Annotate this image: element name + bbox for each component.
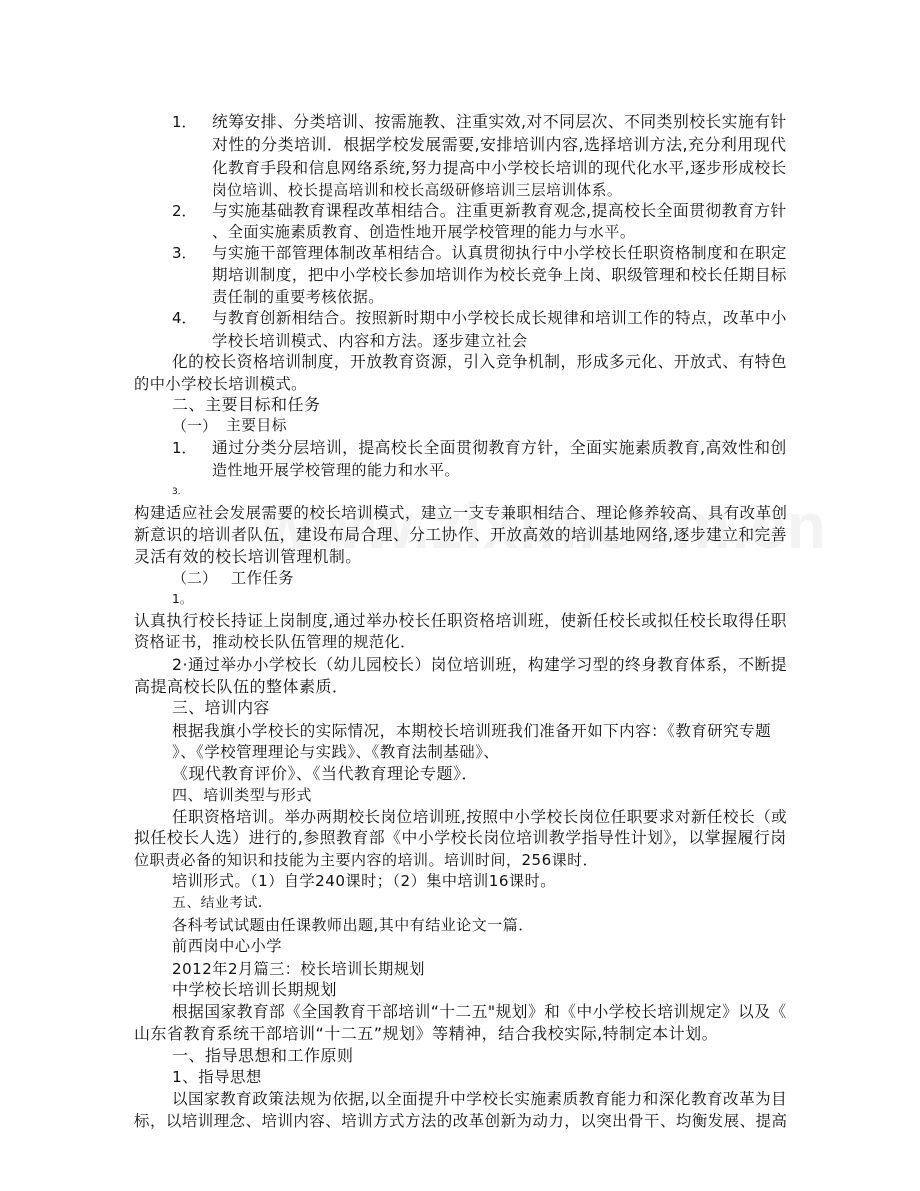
text-line	[0, 394, 920, 416]
line-text: 与实施基础教育课程改革相结合。注重更新教育观念,提高校长全面贯彻教育方针	[212, 201, 787, 220]
text-line	[0, 351, 920, 373]
text-line	[0, 1088, 920, 1110]
text-line	[0, 784, 920, 806]
text-line	[0, 437, 920, 459]
line-text: 2·通过举办小学校长（幼儿园校长）岗位培训班，构建学习型的终身教育体系，不断提	[172, 655, 787, 674]
line-text: 高提高校长队伍的整体素质．	[134, 677, 349, 696]
text-line	[0, 157, 920, 179]
line-text: 化教育手段和信息网络系统,努力提高中小学校长培训的现代化水平,逐步形成校长	[212, 159, 787, 177]
text-line	[0, 1066, 920, 1088]
line-text: 》、《学校管理理论与实践》、《教育法制基础》、	[172, 743, 500, 761]
line-text: 三、培训内容	[172, 698, 270, 717]
line-text: 以国家教育政策法规为依据,以全面提升中学校长实施素质教育能力和深化教育改革为目	[172, 1090, 788, 1108]
list-number: 4．	[172, 309, 197, 327]
line-text: 1。	[172, 592, 192, 606]
line-text: 四、培训类型与形式	[172, 786, 312, 804]
text-line	[0, 373, 920, 395]
line-text: 任职资格培训。举办两期校长岗位培训班,按照中小学校长岗位任职要求对新任校长（或	[172, 808, 788, 826]
text-line	[0, 415, 920, 437]
line-text: 标，以培训理念、培训内容、培训方式方法的改革创新为动力，以突出骨干、均衡发展、提高	[134, 1112, 788, 1130]
text-line	[0, 1110, 920, 1132]
line-text: 期培训制度，把中小学校长参加培训作为校长竞争上岗、职级管理和校长任期目标	[212, 266, 787, 284]
line-text: 《现代教育评价》、《当代教育理论专题》．	[172, 764, 479, 783]
text-line	[0, 676, 920, 698]
line-text: 根据国家教育部《全国教育干部培训“十二五"规划》和《中小学校长培训规定》以及《	[172, 1002, 787, 1021]
text-line	[0, 631, 920, 653]
line-text: 3．	[172, 487, 187, 497]
text-line	[0, 914, 920, 936]
line-text: 2012年2月篇三：校长培训长期规划	[172, 960, 425, 978]
text-line	[0, 286, 920, 308]
text-line	[0, 567, 920, 589]
line-text: 1、指导思想	[172, 1068, 262, 1086]
text-line	[0, 654, 920, 676]
text-line	[0, 610, 920, 632]
text-line	[0, 763, 920, 785]
line-text: 拟任校长人选）进行的,参照教育部《中小学校长岗位培训教学指导性计划》，以掌握履行岗	[134, 828, 787, 847]
text-line	[0, 307, 920, 329]
line-text: 对性的分类培训．根据学校发展需要,安排培训内容,选择培训方法,充分利用现代	[212, 135, 787, 154]
text-line	[0, 134, 920, 156]
text-line	[0, 979, 920, 1001]
list-number: 1．	[172, 113, 197, 131]
line-text: 根据我旗小学校长的实际情况，本期校长培训班我们准备开如下内容：《教育研究专题	[172, 722, 772, 740]
text-line	[0, 200, 920, 222]
list-number: （一）	[172, 417, 218, 435]
line-text: 学校长培训模式、内容和方法。逐步建立社会	[212, 332, 528, 350]
list-number: 2．	[172, 202, 197, 220]
line-text: 各科考试试题由任课教师出题,其中有结业论文一篇．	[172, 916, 534, 934]
text-line	[0, 1045, 920, 1067]
text-line	[0, 546, 920, 568]
line-text: 岗位培训、校长提高培训和校长高级研修培训三层培训体系。	[212, 182, 623, 199]
line-text: 责任制的重要考核依据。	[212, 288, 384, 306]
text-line	[0, 741, 920, 763]
text-line	[0, 720, 920, 742]
text-line	[0, 697, 920, 719]
text-line	[0, 111, 920, 133]
text-line	[0, 588, 920, 610]
line-text: 、全面实施素质教育、创造性地开展学校管理的能力与水平。	[212, 223, 636, 241]
text-line	[0, 806, 920, 828]
line-text: 一、指导思想和工作原则	[172, 1046, 354, 1065]
line-text: 主要目标	[226, 417, 287, 434]
line-text: 工作任务	[231, 569, 294, 587]
text-line	[0, 1001, 920, 1023]
line-text: 与教育创新相结合。按照新时期中小学校长成长规律和培训工作的特点，改革中小	[212, 309, 787, 327]
text-line	[0, 892, 920, 914]
line-text: 通过分类分层培训，提高校长全面贯彻教育方针，全面实施素质教育,高效性和创	[212, 438, 787, 457]
text-line	[0, 180, 920, 202]
line-text: 的中小学校长培训模式。	[134, 375, 307, 393]
line-text: 资格证书，推动校长队伍管理的规范化．	[134, 633, 416, 651]
text-line	[0, 1023, 920, 1045]
text-line	[0, 330, 920, 352]
line-text: 位职责必备的知识和技能为主要内容的培训。培训时间，256课时．	[134, 851, 599, 869]
line-text: 山东省教育系统干部培训“十二五”规划》等精神，结合我校实际,特制定本计划。	[134, 1024, 719, 1043]
line-text: 认真执行校长持证上岗制度,通过举办校长任职资格培训班，使新任校长或拟任校长取得任职	[134, 611, 787, 630]
line-text: 中学校长培训长期规划	[172, 980, 338, 999]
line-text: 灵活有效的校长培训管理机制。	[134, 547, 362, 566]
text-line	[0, 935, 920, 957]
text-line	[0, 459, 920, 481]
text-line	[0, 958, 920, 980]
text-line	[0, 264, 920, 286]
list-number: 1．	[172, 439, 197, 457]
line-text: 前西岗中心小学	[172, 937, 282, 955]
text-line	[0, 870, 920, 892]
text-line	[0, 524, 920, 546]
line-text: 五、结业考试．	[172, 895, 273, 911]
line-text: 培训形式。（1）自学240课时；（2）集中培训16课时。	[172, 872, 556, 890]
line-text: 统筹安排、分类培训、按需施教、注重实效,对不同层次、不同类别校长实施有针	[212, 112, 787, 131]
text-line	[0, 827, 920, 849]
list-number: （二）	[172, 569, 218, 587]
text-line	[0, 502, 920, 524]
list-number: 3．	[172, 244, 197, 262]
line-text: 构建适应社会发展需要的校长培训模式，建立一支专兼职相结合、理论修养较高、具有改革创	[134, 504, 788, 522]
text-line	[0, 242, 920, 264]
line-text: 二、主要目标和任务	[172, 395, 321, 414]
text-line	[0, 221, 920, 243]
line-text: 与实施干部管理体制改革相结合。认真贯彻执行中小学校长任职资格制度和在职定	[212, 244, 787, 262]
text-line	[0, 849, 920, 871]
line-text: 新意识的培训者队伍，建设布局合理、分工协作、开放高效的培训基地网络,逐步建立和完善	[134, 525, 787, 544]
line-text: 造性地开展学校管理的能力和水平。	[212, 461, 461, 479]
line-text: 化的校长资格培训制度，开放教育资源，引入竞争机制，形成多元化、开放式、有特色	[172, 352, 788, 371]
text-line	[0, 481, 920, 503]
